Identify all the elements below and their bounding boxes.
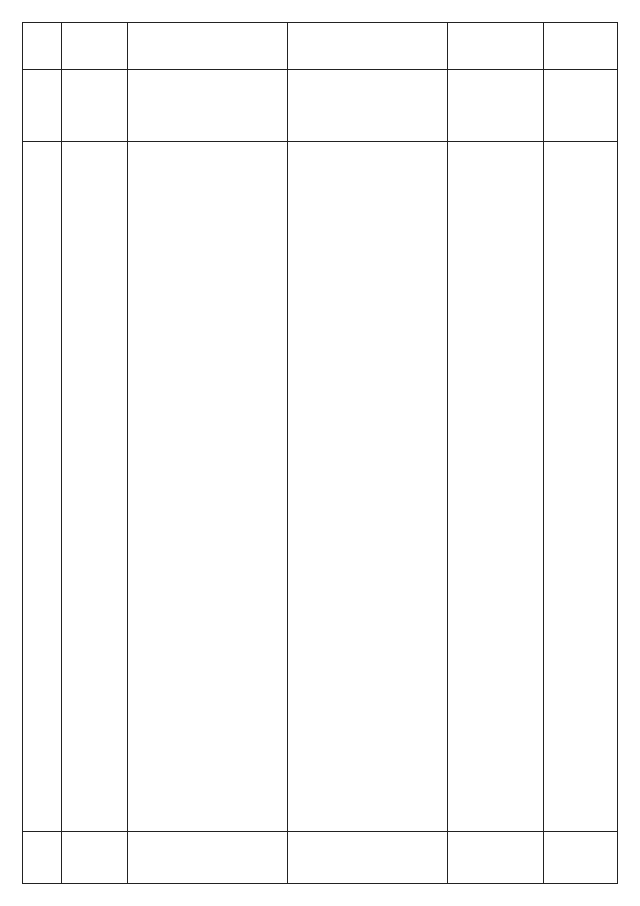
table-column-rule (447, 23, 448, 883)
table-column-rule (127, 23, 128, 883)
table-row-rule (23, 831, 617, 832)
table-column-rule (543, 23, 544, 883)
competency-table (22, 22, 618, 884)
table-row-rule (23, 141, 617, 142)
table-row-rule (23, 69, 617, 70)
table-column-rule (61, 23, 62, 883)
table-column-rule (287, 23, 288, 883)
